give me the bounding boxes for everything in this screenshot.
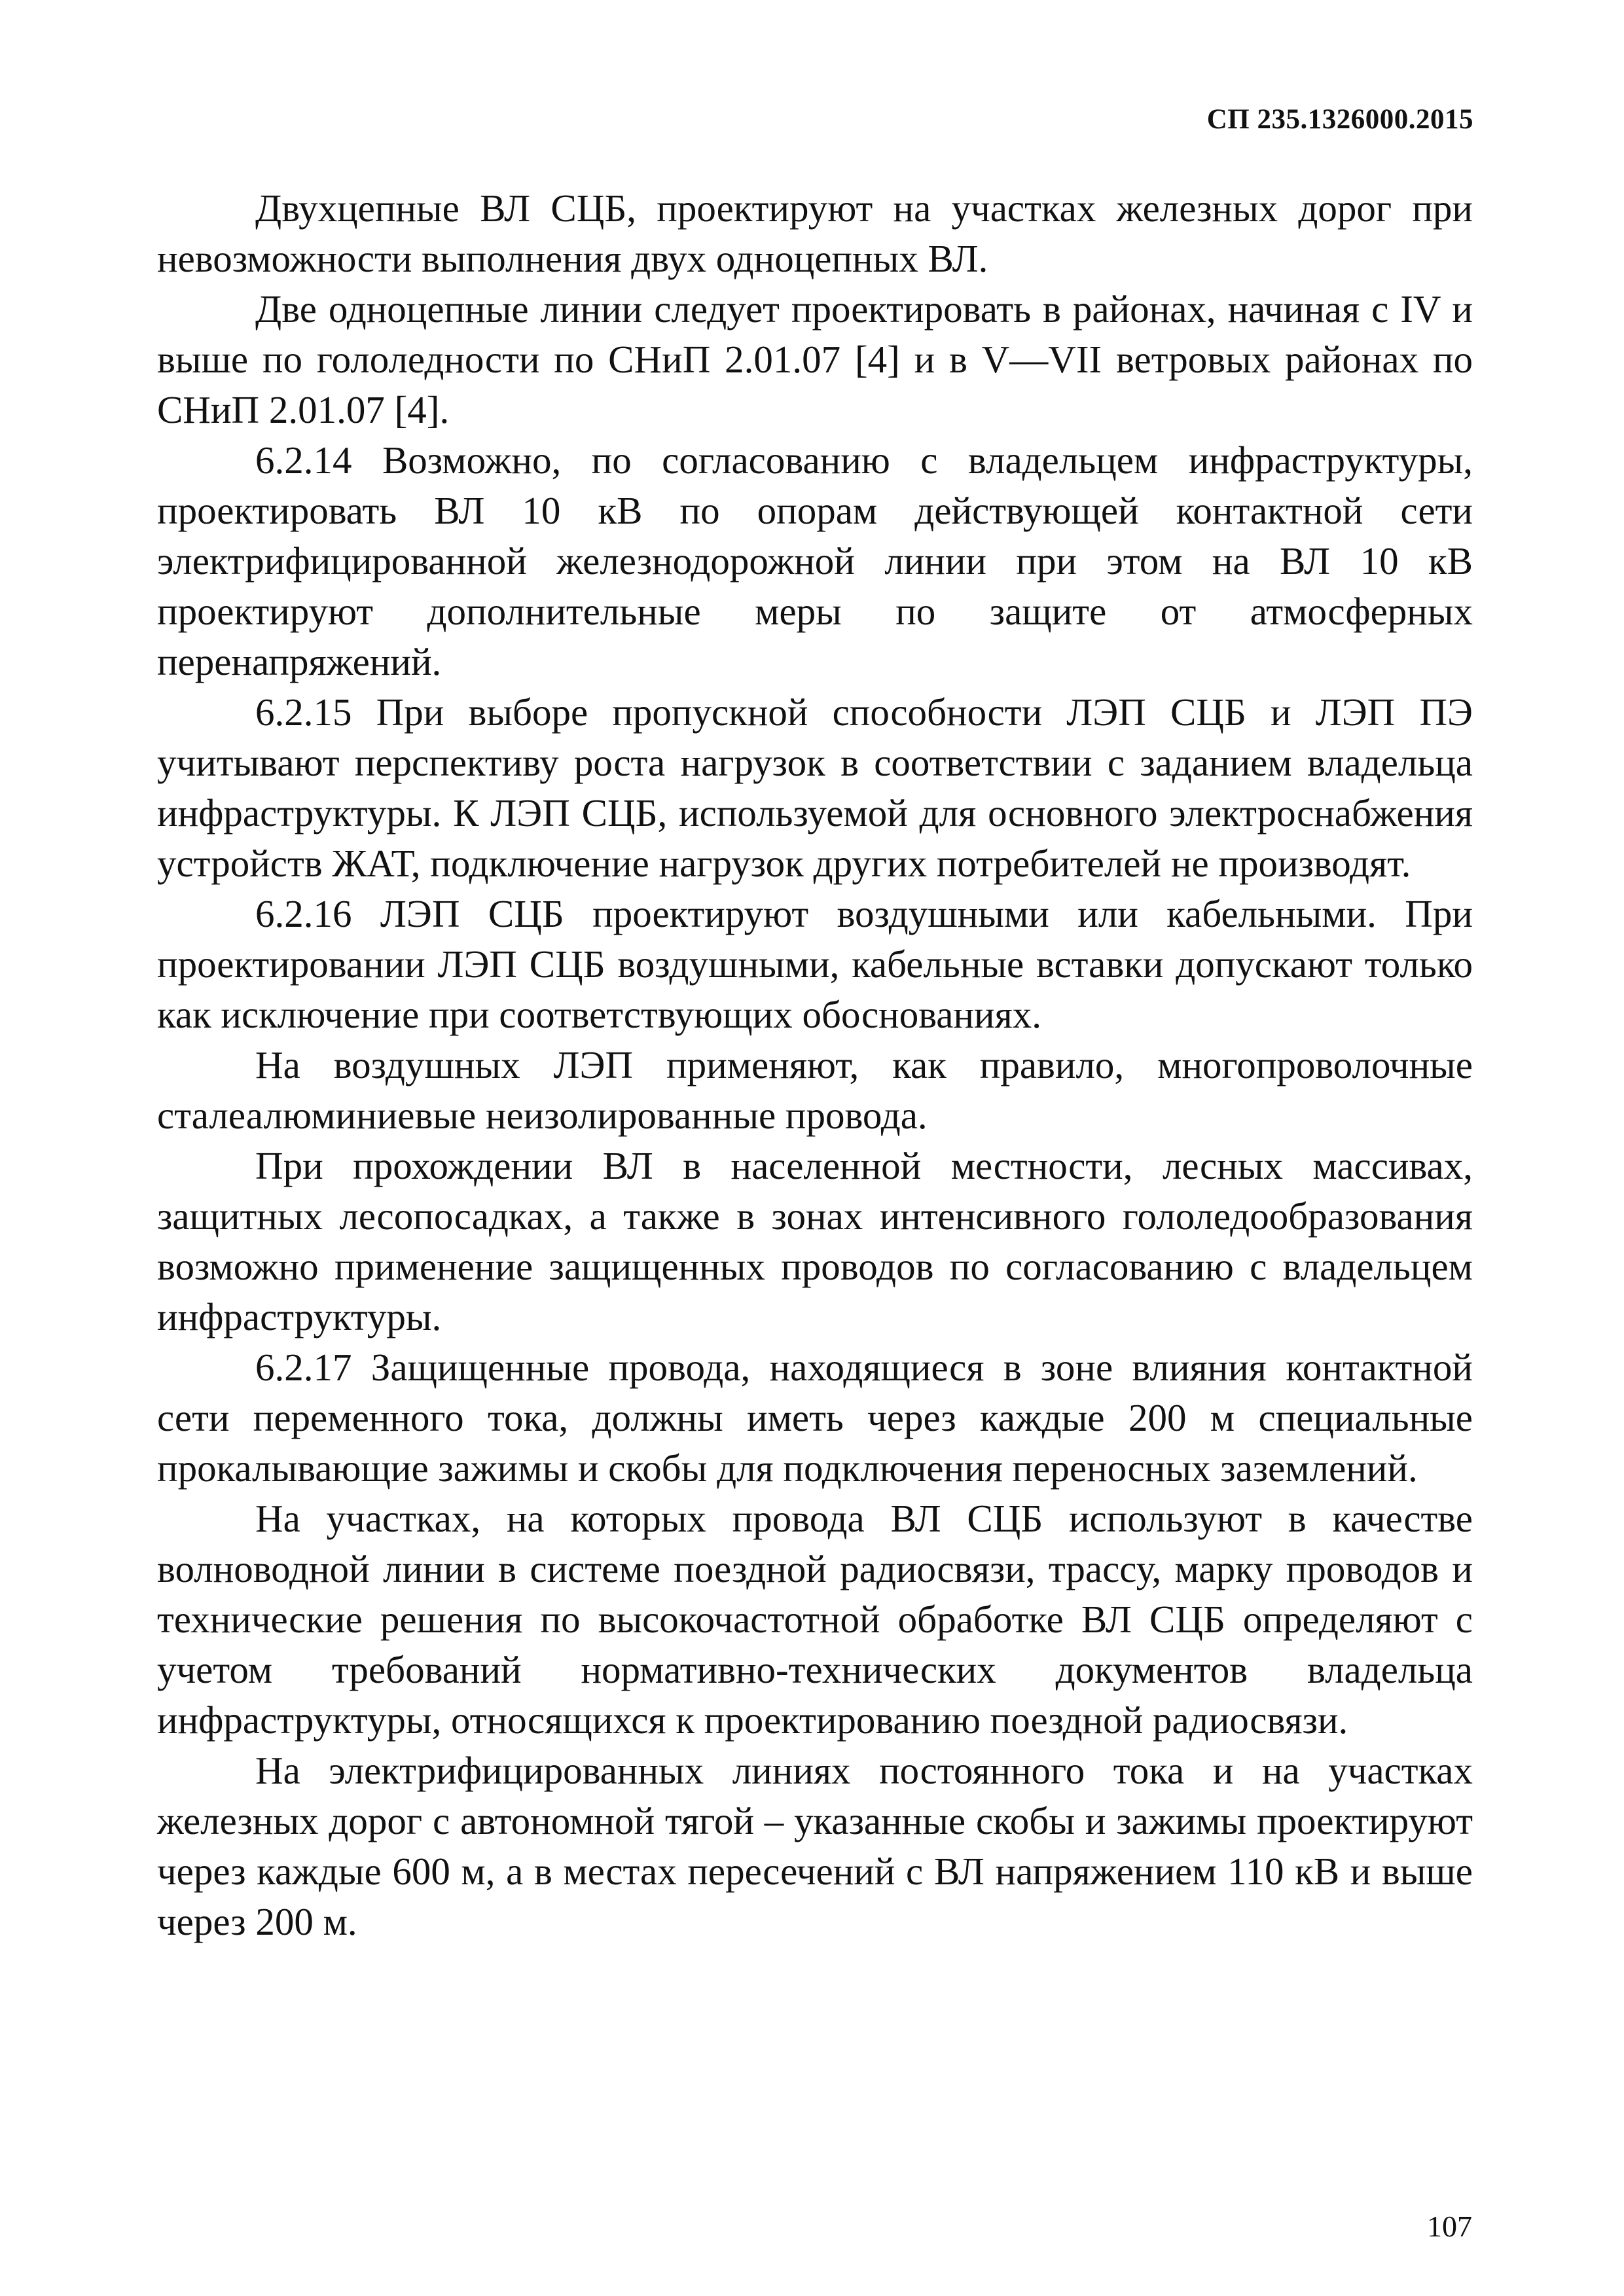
- paragraph-6-2-17: 6.2.17 Защищенные провода, находящиеся в зоне влияния контактной сети переменного тока, должны иметь через каждые 200 м специальные прокалывающие зажимы и скобы для подключения переносных заземлений.: [157, 1346, 1473, 1490]
- paragraph: На участках, на которых провода ВЛ СЦБ используют в качестве волноводной линии в системе поездной радиосвязи, трассу, марку проводов и технические решения по высокочастотной обработке ВЛ СЦБ определяют с учетом требований нормативно-технических документов владельца инфраструктуры, относящихся к проектированию поездной радиосвязи.: [157, 1497, 1473, 1742]
- paragraph-6-2-14: 6.2.14 Возможно, по согласованию с владельцем инфраструктуры, проектировать ВЛ 10 кВ по опорам действующей контактной сети электрифицированной железнодорожной линии при этом на ВЛ 10 кВ проектируют дополнительные меры по защите от атмосферных перенапряжений.: [157, 439, 1473, 683]
- paragraph: Две одноцепные линии следует проектировать в районах, начиная с IV и выше по гололедности по СНиП 2.01.07 [4] и в V—VII ветровых районах по СНиП 2.01.07 [4].: [157, 287, 1473, 431]
- page-number: 107: [1427, 2210, 1472, 2243]
- paragraph: При прохождении ВЛ в населенной местности, лесных массивах, защитных лесопосадках, а также в зонах интенсивного гололедообразования возможно применение защищенных проводов по согласованию с владельцем инфраструктуры.: [157, 1144, 1473, 1338]
- paragraph: На воздушных ЛЭП применяют, как правило, многопроволочные сталеалюминиевые неизолированные провода.: [157, 1043, 1473, 1137]
- paragraph: Двухцепные ВЛ СЦБ, проектируют на участках железных дорог при невозможности выполнения двух одноцепных ВЛ.: [157, 187, 1473, 280]
- paragraph-6-2-16: 6.2.16 ЛЭП СЦБ проектируют воздушными или кабельными. При проектировании ЛЭП СЦБ воздушными, кабельные вставки допускают только как исключение при соответствующих обоснованиях.: [157, 892, 1473, 1036]
- paragraph: На электрифицированных линиях постоянного тока и на участках железных дорог с автономной тягой – указанные скобы и зажимы проектируют через каждые 600 м, а в местах пересечений с ВЛ напряжением 110 кВ и выше через 200 м.: [157, 1749, 1473, 1943]
- document-code-header: СП 235.1326000.2015: [1206, 104, 1473, 135]
- document-body: [157, 183, 1473, 1947]
- paragraph-6-2-15: 6.2.15 При выборе пропускной способности ЛЭП СЦБ и ЛЭП ПЭ учитывают перспективу роста нагрузок в соответствии с заданием владельца инфраструктуры. К ЛЭП СЦБ, используемой для основного электроснабжения устройств ЖАТ, подключение нагрузок других потребителей не производят.: [157, 691, 1473, 885]
